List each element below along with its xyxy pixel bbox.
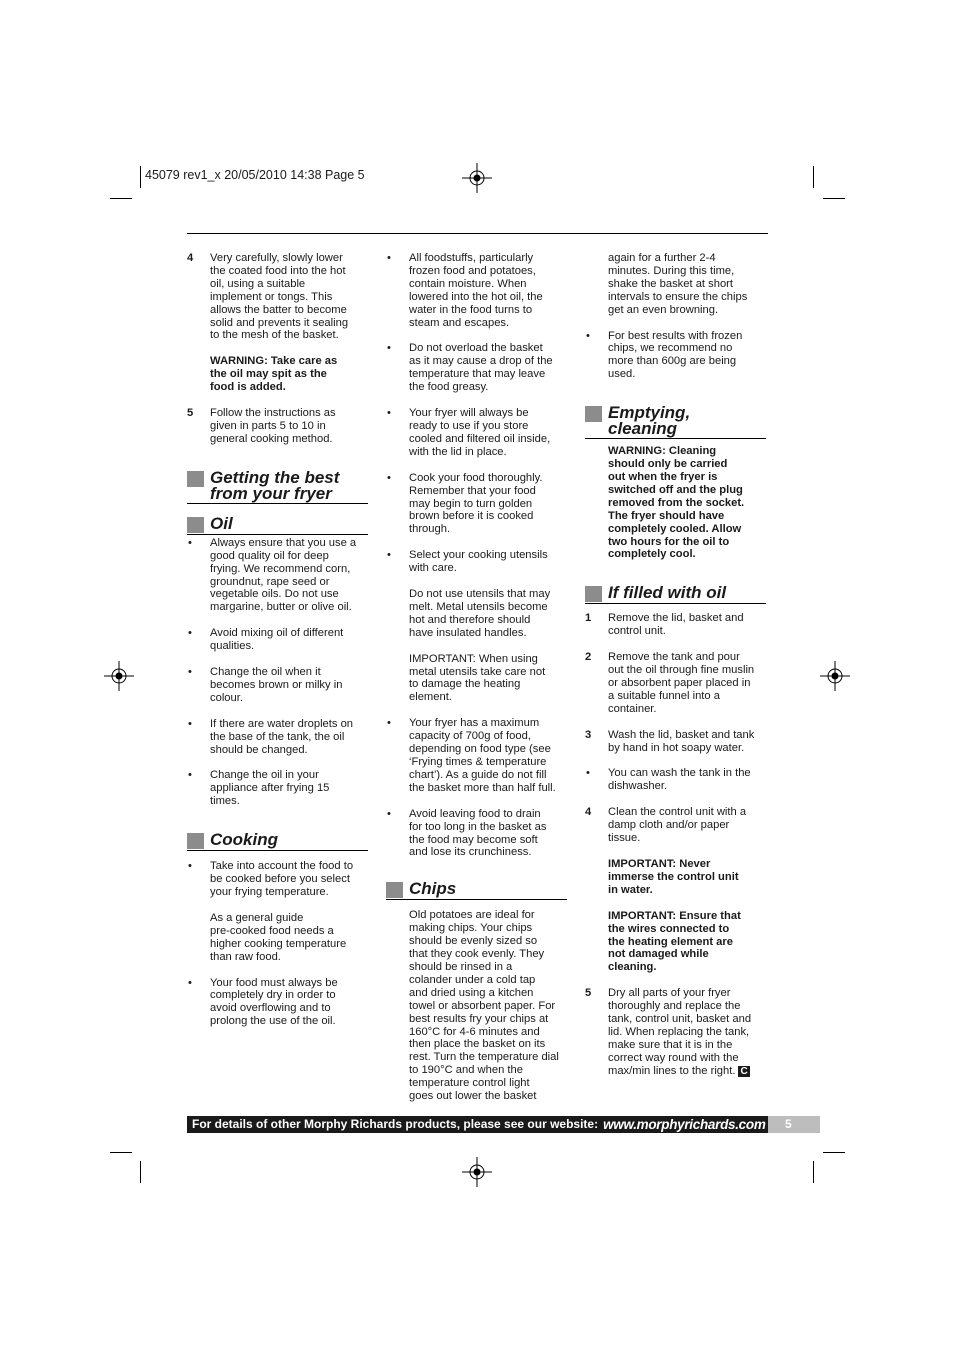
step-4: 4 Very carefully, slowly lower the coated food into the hot oil, using a suitable implement or tongs. This allows the batter to become solid and prevents it sealing to the mesh of the basket. WARNING: Take care as the oil may spit as the food is added. — [187, 252, 368, 394]
list-item: • Select your cooking utensils with care. Do not use utensils that may melt. Metal utensils become hot and therefore should have insulated handles. IMPORTANT: When using metal utensils take care not to damage the heating element. — [387, 549, 551, 704]
column-1 — [187, 252, 368, 1028]
bullet-icon: • — [387, 717, 391, 730]
bullet-icon: • — [387, 549, 391, 562]
crop-mark — [110, 1152, 132, 1153]
chips-paragraph-continued: again for a further 2-4 minutes. During this time, shake the basket at short intervals to ensure the chips get an even browning. — [608, 252, 748, 316]
list-item: • Your food must always be completely dry in order to avoid overflowing and to prolong the use of the oil. — [188, 976, 338, 1028]
bullet-icon: • — [188, 666, 192, 679]
bullet-icon: • — [188, 627, 192, 640]
list-item: • Always ensure that you use a good quality oil for deep frying. We recommend corn, groundnut, rape seed or vegetable oils. Do not use margarine, butter or olive oil. — [188, 536, 357, 614]
step-5: 5 Dry all parts of your fryer thoroughly and replace the tank, control unit, basket and lid. When replacing the tank, make sure that it is in the correct way round with the max/min lines to the right. C — [585, 987, 752, 1077]
list-item: • Your fryer has a maximum capacity of 700g of food, depending on food type (see ‘Frying times & temperature chart’). As a guide do not fill the basket more than half full. — [387, 717, 556, 794]
step-number: 4 — [187, 252, 194, 264]
crop-mark — [823, 198, 845, 199]
page-number: 5 — [768, 1116, 820, 1133]
step-number: 5 — [187, 407, 194, 420]
list-item: • Do not overload the basket as it may cause a drop of the temperature that may leave the food greasy. — [387, 342, 553, 394]
bullet-icon: • — [387, 252, 391, 264]
bullet-icon: • — [586, 329, 590, 342]
heading-chips: Chips — [386, 881, 567, 900]
heading-emptying-cleaning: Emptying, cleaning — [585, 405, 766, 439]
crop-mark — [140, 166, 141, 188]
crop-mark — [110, 198, 132, 199]
column-3 — [585, 252, 766, 1078]
step-3: 3 Wash the lid, basket and tank by hand in hot soapy water. — [585, 728, 755, 754]
column-2 — [386, 252, 567, 1103]
bullet-icon: • — [188, 976, 192, 989]
important-text: IMPORTANT: Ensure that the wires connected to the heating element are not damaged while cleaning. — [608, 909, 741, 974]
list-item: • Change the oil in your appliance after frying 15 times. — [188, 769, 330, 808]
heading-square-icon — [187, 833, 204, 849]
step-number: 1 — [585, 612, 592, 625]
chips-paragraph: Old potatoes are ideal for making chips. Your chips should be evenly sized so that they cook evenly. They should be rinsed in a colander under a cold tap and dried using a kitchen towel or absorbent paper. For best results fry your chips at 160°C for 4-6 minutes and then place the basket on its rest. Turn the temperature dial to 190°C and when the temperature control light goes out lower the basket — [409, 909, 559, 1103]
registration-mark-icon — [462, 163, 492, 193]
heading-square-icon — [187, 471, 204, 487]
step-5: 5 Follow the instructions as given in parts 5 to 10 in general cooking method. — [187, 407, 336, 445]
heading-square-icon — [386, 882, 403, 898]
header-rule — [187, 233, 768, 234]
list-item: • Your fryer will always be ready to use if you store cooled and filtered oil inside, with the lid in place. — [387, 407, 551, 458]
heading-square-icon — [585, 406, 602, 422]
print-slug: 45079 rev1_x 20/05/2010 14:38 Page 5 — [145, 168, 365, 182]
crop-mark — [813, 1161, 814, 1183]
footer-bar — [187, 1116, 768, 1133]
step-2: 2 Remove the tank and pour out the oil through fine muslin or absorbent paper placed in a suitable funnel into a container. — [585, 651, 755, 715]
list-item: • You can wash the tank in the dishwasher. — [586, 767, 751, 793]
website-logo[interactable]: www.morphyrichards.com — [603, 1117, 766, 1132]
crop-mark — [140, 1161, 141, 1183]
warning-text: WARNING: Take care as the oil may spit as the food is added. — [210, 355, 338, 394]
bullet-icon: • — [387, 407, 391, 420]
registration-mark-icon — [104, 661, 134, 691]
heading-getting-the-best: Getting the best from your fryer — [187, 470, 368, 504]
end-marker-badge: C — [740, 1065, 748, 1077]
list-item: • Change the oil when it becomes brown or milky in colour. — [188, 666, 343, 704]
bullet-icon: • — [188, 769, 192, 782]
list-item: • For best results with frozen chips, we recommend no more than 600g are being used. — [586, 329, 743, 381]
step-number: 2 — [585, 651, 592, 664]
list-item: • If there are water droplets on the base of the tank, the oil should be changed. — [188, 717, 354, 756]
heading-cooking: Cooking — [187, 832, 368, 851]
footer-text: For details of other Morphy Richards products, please see our website: — [192, 1117, 599, 1131]
bullet-icon: • — [188, 536, 192, 549]
warning-text: WARNING: Cleaning should only be carried out when the fryer is switched off and the plug removed from the socket. The fryer should have completely cooled. Allow two hours for the oil to completely cool. — [608, 445, 745, 561]
step-4: 4 Clean the control unit with a damp cloth and/or paper tissue. IMPORTANT: Never immerse the control unit in water. IMPORTANT: Ensure that the wires connected to the heating element are not damaged while cleaning. — [585, 806, 766, 974]
step-number: 3 — [585, 728, 592, 741]
bullet-icon: • — [586, 767, 590, 780]
heading-square-icon — [585, 586, 602, 602]
bullet-icon: • — [387, 807, 391, 820]
list-item: • Avoid mixing oil of different qualities. — [188, 627, 344, 653]
list-item: • Avoid leaving food to drain for too long in the basket as the food may become soft and lose its crunchiness. — [387, 807, 547, 859]
list-item: • All foodstuffs, particularly frozen food and potatoes, contain moisture. When lowered into the hot oil, the water in the food turns to steam and escapes. — [387, 252, 543, 329]
crop-mark — [823, 1152, 845, 1153]
step-1: 1 Remove the lid, basket and control unit. — [585, 612, 744, 638]
heading-if-filled-with-oil: If filled with oil — [585, 585, 766, 604]
list-item: • Cook your food thoroughly. Remember that your food may begin to turn golden brown before it is cooked through. — [387, 471, 543, 536]
registration-mark-icon — [820, 661, 850, 691]
heading-square-icon — [187, 517, 204, 533]
list-item: • Take into account the food to be cooked before you select your frying temperature. As a general guide pre-cooked food needs a higher cooking temperature than raw food. — [188, 860, 354, 963]
bullet-icon: • — [387, 471, 391, 484]
step-number: 5 — [585, 987, 592, 1000]
important-text: IMPORTANT: Never immerse the control unit in water. — [608, 858, 739, 896]
crop-mark — [813, 166, 814, 188]
registration-mark-icon — [462, 1157, 492, 1187]
step-number: 4 — [585, 806, 592, 819]
heading-oil: Oil — [187, 516, 368, 535]
bullet-icon: • — [188, 717, 192, 730]
bullet-icon: • — [188, 860, 192, 873]
bullet-icon: • — [387, 342, 391, 355]
